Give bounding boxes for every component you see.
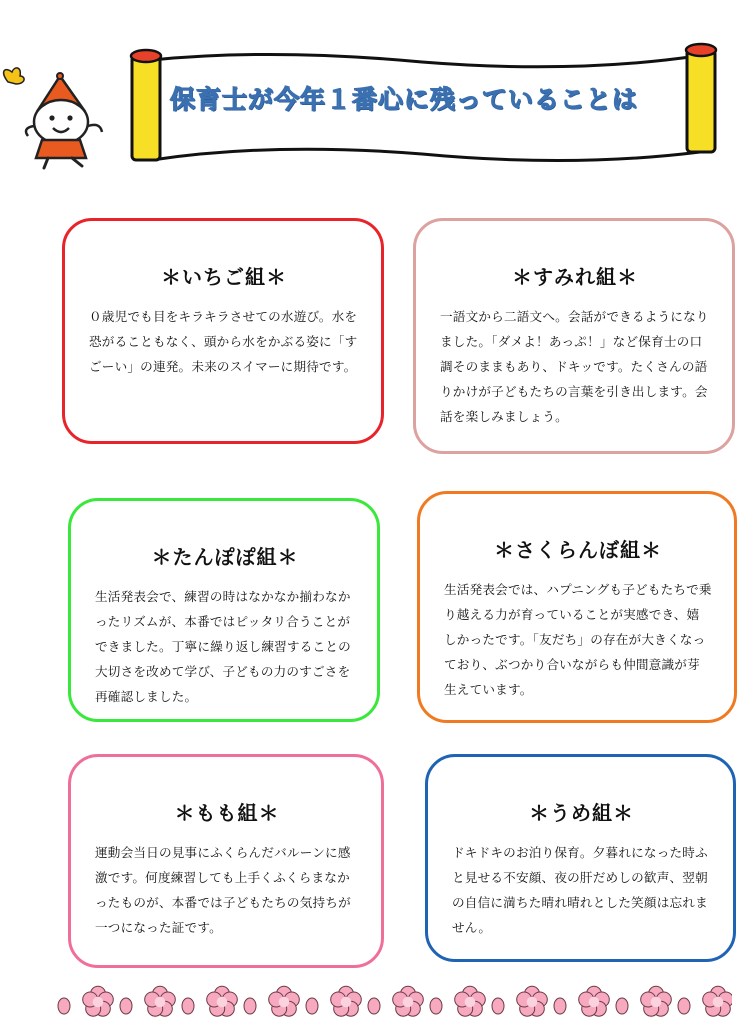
sakura-flower-icon <box>579 986 610 1016</box>
class-card-momo <box>68 754 384 968</box>
sakura-petal-icon <box>554 998 566 1014</box>
class-card-title: ＊たんぽぽ組＊ <box>151 545 299 569</box>
sakura-petal-icon <box>678 998 690 1014</box>
sakura-petal-icon <box>616 998 628 1014</box>
sakura-flower-icon <box>331 986 362 1016</box>
class-card-title: ＊すみれ組＊ <box>512 265 638 289</box>
banner-title: 保育士が今年１番心に残っていることは <box>170 85 639 114</box>
sakura-petal-icon <box>120 998 132 1014</box>
sakura-flower-icon <box>207 986 238 1016</box>
mascot-illustration <box>0 62 130 172</box>
class-card-text: 一語文から二語文へ。会話ができるようになりました。「ダメよ！あっぷ！」など保育士の口調そのままもあり、ドキッです。たくさんの語りかけが子どもたちの言葉を引き出します。会話を楽しみましょう。 <box>440 309 709 424</box>
class-card-title: ＊さくらんぼ組＊ <box>494 538 662 562</box>
class-card-text: 生活発表会では、ハプニングも子どもたちで乗り越える力が育っていることが実感でき、嬉しかったです。「友だち」の存在が大きくなっており、ぶつかり合いながらも仲間意識が芽生えています。 <box>444 582 712 697</box>
class-card-sakuranbo <box>417 491 737 723</box>
class-card-title: ＊うめ組＊ <box>529 801 634 825</box>
class-card-text: ドキドキのお泊り保育。夕暮れになった時ふと見せる不安顔、夜の肝だめしの歓声、翌朝の自信に満ちた晴れ晴れとした笑顔は忘れません。 <box>452 845 708 935</box>
sakura-flower-icon <box>145 986 176 1016</box>
class-card-sumire <box>413 218 735 454</box>
sakura-petal-icon <box>58 998 70 1014</box>
sakura-petal-icon <box>368 998 380 1014</box>
sakura-flower-icon <box>641 986 672 1016</box>
class-card-text: ０歳児でも目をキラキラさせての水遊び。水を恐がることもなく、頭から水をかぶる姿に「すごーい」の連発。未来のスイマーに期待です。 <box>89 309 358 374</box>
class-card-ume <box>425 754 736 962</box>
sakura-flower-icon <box>269 986 300 1016</box>
sakura-flower-border <box>52 984 732 1022</box>
class-card-text: 生活発表会で、練習の時はなかなか揃わなかったリズムが、本番ではピッタリ合うことができました。丁寧に繰り返し練習することの大切さを改めて学び、子どもの力のすごさを再確認しました。 <box>95 589 351 704</box>
sakura-flower-icon <box>517 986 548 1016</box>
sakura-petal-icon <box>430 998 442 1014</box>
sakura-flower-icon <box>83 986 114 1016</box>
sakura-petal-icon <box>492 998 504 1014</box>
class-card-ichigo <box>62 218 384 444</box>
sakura-flower-icon <box>703 986 732 1016</box>
class-card-tanpopo <box>68 498 380 722</box>
class-card-title: ＊もも組＊ <box>174 801 280 825</box>
class-card-text: 運動会当日の見事にふくらんだバルーンに感激です。何度練習しても上手くふくらまなかったものが、本番では子どもたちの気持ちが一つになった証です。 <box>95 845 351 935</box>
sakura-petal-icon <box>182 998 194 1014</box>
sakura-flower-icon <box>393 986 424 1016</box>
sakura-petal-icon <box>306 998 318 1014</box>
sakura-petal-icon <box>244 998 256 1014</box>
sakura-flower-icon <box>455 986 486 1016</box>
butterfly-icon <box>4 68 24 84</box>
class-card-title: ＊いちご組＊ <box>161 265 287 289</box>
mascot-character <box>26 73 102 168</box>
